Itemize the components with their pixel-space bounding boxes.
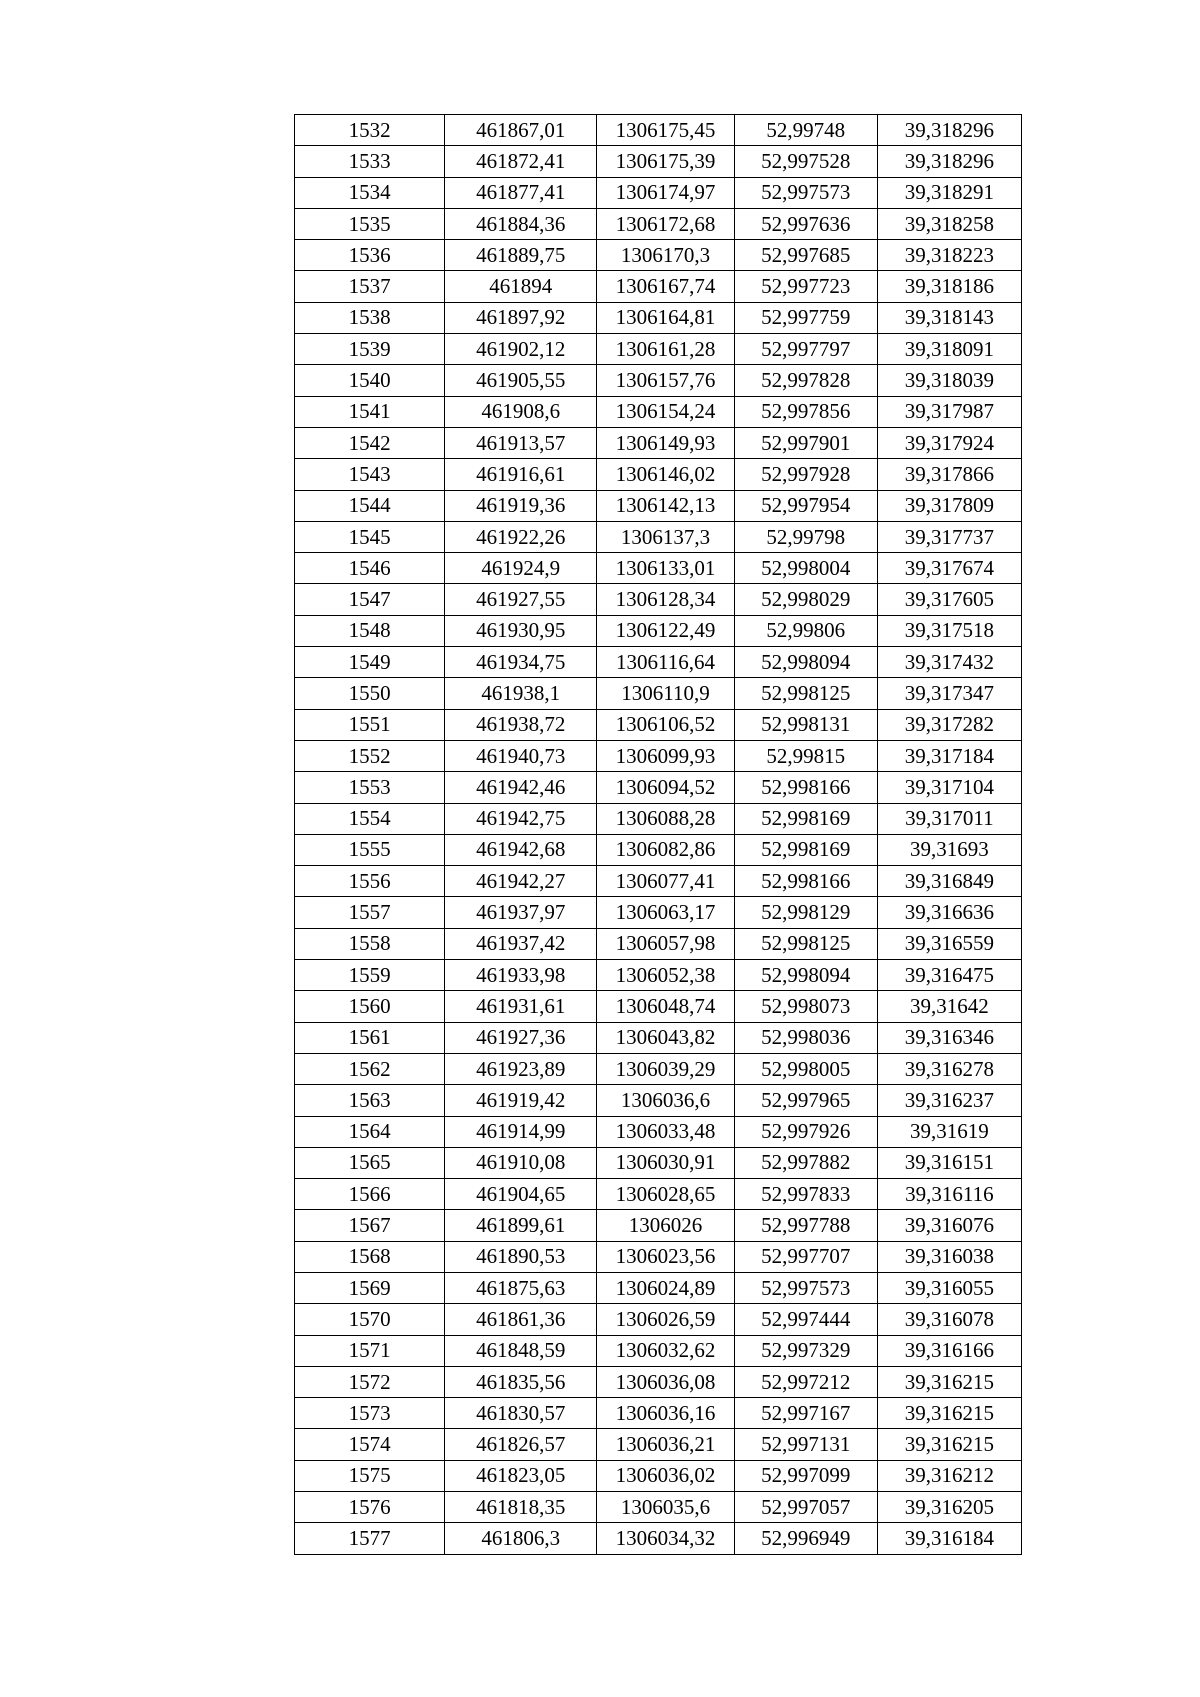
point-number-cell: 1564 <box>295 1116 445 1147</box>
point-number-cell: 1558 <box>295 928 445 959</box>
x-coordinate-cell: 461899,61 <box>445 1210 597 1241</box>
point-number-cell: 1557 <box>295 897 445 928</box>
table-row <box>295 177 1022 208</box>
point-number-cell: 1554 <box>295 803 445 834</box>
latitude-cell: 52,997723 <box>734 271 877 302</box>
y-coordinate-cell: 1306048,74 <box>597 991 734 1022</box>
latitude-cell: 52,997833 <box>734 1179 877 1210</box>
y-coordinate-cell: 1306128,34 <box>597 584 734 615</box>
longitude-cell: 39,316215 <box>877 1398 1021 1429</box>
y-coordinate-cell: 1306146,02 <box>597 459 734 490</box>
point-number-cell: 1546 <box>295 553 445 584</box>
longitude-cell: 39,316205 <box>877 1492 1021 1523</box>
coordinates-table-body <box>295 115 1022 1555</box>
table-row <box>295 208 1022 239</box>
latitude-cell: 52,997828 <box>734 365 877 396</box>
x-coordinate-cell: 461938,1 <box>445 678 597 709</box>
y-coordinate-cell: 1306035,6 <box>597 1492 734 1523</box>
table-row <box>295 772 1022 803</box>
latitude-cell: 52,99815 <box>734 740 877 771</box>
y-coordinate-cell: 1306036,21 <box>597 1429 734 1460</box>
latitude-cell: 52,998036 <box>734 1022 877 1053</box>
x-coordinate-cell: 461919,36 <box>445 490 597 521</box>
point-number-cell: 1550 <box>295 678 445 709</box>
point-number-cell: 1539 <box>295 334 445 365</box>
y-coordinate-cell: 1306167,74 <box>597 271 734 302</box>
table-row <box>295 302 1022 333</box>
y-coordinate-cell: 1306026,59 <box>597 1304 734 1335</box>
longitude-cell: 39,317924 <box>877 427 1021 458</box>
y-coordinate-cell: 1306099,93 <box>597 740 734 771</box>
table-row <box>295 365 1022 396</box>
table-row <box>295 1272 1022 1303</box>
longitude-cell: 39,316475 <box>877 960 1021 991</box>
latitude-cell: 52,997788 <box>734 1210 877 1241</box>
latitude-cell: 52,997901 <box>734 427 877 458</box>
y-coordinate-cell: 1306043,82 <box>597 1022 734 1053</box>
latitude-cell: 52,997212 <box>734 1366 877 1397</box>
latitude-cell: 52,998073 <box>734 991 877 1022</box>
y-coordinate-cell: 1306088,28 <box>597 803 734 834</box>
longitude-cell: 39,318039 <box>877 365 1021 396</box>
y-coordinate-cell: 1306094,52 <box>597 772 734 803</box>
x-coordinate-cell: 461884,36 <box>445 208 597 239</box>
latitude-cell: 52,998004 <box>734 553 877 584</box>
x-coordinate-cell: 461927,55 <box>445 584 597 615</box>
x-coordinate-cell: 461875,63 <box>445 1272 597 1303</box>
x-coordinate-cell: 461913,57 <box>445 427 597 458</box>
point-number-cell: 1555 <box>295 834 445 865</box>
latitude-cell: 52,997707 <box>734 1241 877 1272</box>
y-coordinate-cell: 1306133,01 <box>597 553 734 584</box>
point-number-cell: 1561 <box>295 1022 445 1053</box>
longitude-cell: 39,318296 <box>877 115 1021 146</box>
y-coordinate-cell: 1306175,45 <box>597 115 734 146</box>
longitude-cell: 39,316078 <box>877 1304 1021 1335</box>
longitude-cell: 39,317737 <box>877 521 1021 552</box>
table-row <box>295 240 1022 271</box>
point-number-cell: 1534 <box>295 177 445 208</box>
y-coordinate-cell: 1306033,48 <box>597 1116 734 1147</box>
longitude-cell: 39,316151 <box>877 1147 1021 1178</box>
latitude-cell: 52,997926 <box>734 1116 877 1147</box>
x-coordinate-cell: 461867,01 <box>445 115 597 146</box>
y-coordinate-cell: 1306052,38 <box>597 960 734 991</box>
point-number-cell: 1560 <box>295 991 445 1022</box>
point-number-cell: 1577 <box>295 1523 445 1554</box>
table-row <box>295 427 1022 458</box>
longitude-cell: 39,316237 <box>877 1085 1021 1116</box>
latitude-cell: 52,998029 <box>734 584 877 615</box>
x-coordinate-cell: 461942,27 <box>445 866 597 897</box>
point-number-cell: 1548 <box>295 615 445 646</box>
y-coordinate-cell: 1306030,91 <box>597 1147 734 1178</box>
x-coordinate-cell: 461818,35 <box>445 1492 597 1523</box>
table-row <box>295 960 1022 991</box>
point-number-cell: 1576 <box>295 1492 445 1523</box>
point-number-cell: 1572 <box>295 1366 445 1397</box>
x-coordinate-cell: 461937,42 <box>445 928 597 959</box>
longitude-cell: 39,317347 <box>877 678 1021 709</box>
point-number-cell: 1540 <box>295 365 445 396</box>
latitude-cell: 52,998169 <box>734 834 877 865</box>
point-number-cell: 1575 <box>295 1460 445 1491</box>
longitude-cell: 39,318296 <box>877 146 1021 177</box>
x-coordinate-cell: 461937,97 <box>445 897 597 928</box>
x-coordinate-cell: 461902,12 <box>445 334 597 365</box>
longitude-cell: 39,31619 <box>877 1116 1021 1147</box>
x-coordinate-cell: 461942,68 <box>445 834 597 865</box>
longitude-cell: 39,318143 <box>877 302 1021 333</box>
x-coordinate-cell: 461904,65 <box>445 1179 597 1210</box>
x-coordinate-cell: 461889,75 <box>445 240 597 271</box>
latitude-cell: 52,997856 <box>734 396 877 427</box>
y-coordinate-cell: 1306036,08 <box>597 1366 734 1397</box>
table-row <box>295 834 1022 865</box>
longitude-cell: 39,316184 <box>877 1523 1021 1554</box>
table-row <box>295 1335 1022 1366</box>
longitude-cell: 39,318091 <box>877 334 1021 365</box>
y-coordinate-cell: 1306161,28 <box>597 334 734 365</box>
latitude-cell: 52,997131 <box>734 1429 877 1460</box>
table-row <box>295 334 1022 365</box>
point-number-cell: 1541 <box>295 396 445 427</box>
y-coordinate-cell: 1306175,39 <box>597 146 734 177</box>
x-coordinate-cell: 461934,75 <box>445 647 597 678</box>
y-coordinate-cell: 1306174,97 <box>597 177 734 208</box>
point-number-cell: 1567 <box>295 1210 445 1241</box>
x-coordinate-cell: 461919,42 <box>445 1085 597 1116</box>
x-coordinate-cell: 461942,75 <box>445 803 597 834</box>
point-number-cell: 1574 <box>295 1429 445 1460</box>
latitude-cell: 52,997167 <box>734 1398 877 1429</box>
longitude-cell: 39,316055 <box>877 1272 1021 1303</box>
y-coordinate-cell: 1306024,89 <box>597 1272 734 1303</box>
table-row <box>295 678 1022 709</box>
table-row <box>295 553 1022 584</box>
x-coordinate-cell: 461894 <box>445 271 597 302</box>
latitude-cell: 52,99798 <box>734 521 877 552</box>
x-coordinate-cell: 461877,41 <box>445 177 597 208</box>
y-coordinate-cell: 1306122,49 <box>597 615 734 646</box>
y-coordinate-cell: 1306082,86 <box>597 834 734 865</box>
point-number-cell: 1562 <box>295 1053 445 1084</box>
x-coordinate-cell: 461861,36 <box>445 1304 597 1335</box>
longitude-cell: 39,317282 <box>877 709 1021 740</box>
latitude-cell: 52,997636 <box>734 208 877 239</box>
table-row <box>295 1241 1022 1272</box>
longitude-cell: 39,316215 <box>877 1429 1021 1460</box>
x-coordinate-cell: 461890,53 <box>445 1241 597 1272</box>
longitude-cell: 39,316278 <box>877 1053 1021 1084</box>
point-number-cell: 1543 <box>295 459 445 490</box>
y-coordinate-cell: 1306077,41 <box>597 866 734 897</box>
y-coordinate-cell: 1306036,6 <box>597 1085 734 1116</box>
x-coordinate-cell: 461872,41 <box>445 146 597 177</box>
latitude-cell: 52,998129 <box>734 897 877 928</box>
latitude-cell: 52,99748 <box>734 115 877 146</box>
table-row <box>295 1398 1022 1429</box>
table-row <box>295 1022 1022 1053</box>
point-number-cell: 1538 <box>295 302 445 333</box>
y-coordinate-cell: 1306026 <box>597 1210 734 1241</box>
point-number-cell: 1569 <box>295 1272 445 1303</box>
x-coordinate-cell: 461942,46 <box>445 772 597 803</box>
longitude-cell: 39,316076 <box>877 1210 1021 1241</box>
longitude-cell: 39,318223 <box>877 240 1021 271</box>
point-number-cell: 1571 <box>295 1335 445 1366</box>
y-coordinate-cell: 1306057,98 <box>597 928 734 959</box>
longitude-cell: 39,318291 <box>877 177 1021 208</box>
x-coordinate-cell: 461922,26 <box>445 521 597 552</box>
latitude-cell: 52,998125 <box>734 928 877 959</box>
x-coordinate-cell: 461823,05 <box>445 1460 597 1491</box>
x-coordinate-cell: 461897,92 <box>445 302 597 333</box>
point-number-cell: 1556 <box>295 866 445 897</box>
latitude-cell: 52,998094 <box>734 960 877 991</box>
y-coordinate-cell: 1306036,02 <box>597 1460 734 1491</box>
latitude-cell: 52,998169 <box>734 803 877 834</box>
x-coordinate-cell: 461938,72 <box>445 709 597 740</box>
point-number-cell: 1565 <box>295 1147 445 1178</box>
table-row <box>295 1429 1022 1460</box>
latitude-cell: 52,998166 <box>734 866 877 897</box>
coordinates-table <box>294 114 1022 1555</box>
longitude-cell: 39,317518 <box>877 615 1021 646</box>
latitude-cell: 52,997057 <box>734 1492 877 1523</box>
longitude-cell: 39,316215 <box>877 1366 1021 1397</box>
y-coordinate-cell: 1306164,81 <box>597 302 734 333</box>
x-coordinate-cell: 461905,55 <box>445 365 597 396</box>
longitude-cell: 39,318258 <box>877 208 1021 239</box>
latitude-cell: 52,997329 <box>734 1335 877 1366</box>
table-row <box>295 584 1022 615</box>
table-row <box>295 115 1022 146</box>
longitude-cell: 39,317866 <box>877 459 1021 490</box>
longitude-cell: 39,317674 <box>877 553 1021 584</box>
table-row <box>295 1116 1022 1147</box>
table-row <box>295 1147 1022 1178</box>
table-row <box>295 928 1022 959</box>
table-row <box>295 709 1022 740</box>
y-coordinate-cell: 1306142,13 <box>597 490 734 521</box>
y-coordinate-cell: 1306028,65 <box>597 1179 734 1210</box>
x-coordinate-cell: 461930,95 <box>445 615 597 646</box>
latitude-cell: 52,996949 <box>734 1523 877 1554</box>
longitude-cell: 39,316116 <box>877 1179 1021 1210</box>
table-row <box>295 1304 1022 1335</box>
table-row <box>295 1179 1022 1210</box>
longitude-cell: 39,317987 <box>877 396 1021 427</box>
point-number-cell: 1532 <box>295 115 445 146</box>
table-row <box>295 146 1022 177</box>
point-number-cell: 1533 <box>295 146 445 177</box>
table-row <box>295 1210 1022 1241</box>
longitude-cell: 39,316636 <box>877 897 1021 928</box>
y-coordinate-cell: 1306034,32 <box>597 1523 734 1554</box>
x-coordinate-cell: 461933,98 <box>445 960 597 991</box>
longitude-cell: 39,317011 <box>877 803 1021 834</box>
latitude-cell: 52,997928 <box>734 459 877 490</box>
table-row <box>295 459 1022 490</box>
x-coordinate-cell: 461924,9 <box>445 553 597 584</box>
longitude-cell: 39,31642 <box>877 991 1021 1022</box>
table-row <box>295 1523 1022 1554</box>
point-number-cell: 1551 <box>295 709 445 740</box>
point-number-cell: 1535 <box>295 208 445 239</box>
y-coordinate-cell: 1306149,93 <box>597 427 734 458</box>
table-row <box>295 991 1022 1022</box>
point-number-cell: 1559 <box>295 960 445 991</box>
longitude-cell: 39,316166 <box>877 1335 1021 1366</box>
y-coordinate-cell: 1306116,64 <box>597 647 734 678</box>
y-coordinate-cell: 1306172,68 <box>597 208 734 239</box>
table-row <box>295 271 1022 302</box>
table-row <box>295 615 1022 646</box>
longitude-cell: 39,317104 <box>877 772 1021 803</box>
y-coordinate-cell: 1306170,3 <box>597 240 734 271</box>
x-coordinate-cell: 461830,57 <box>445 1398 597 1429</box>
longitude-cell: 39,316346 <box>877 1022 1021 1053</box>
table-row <box>295 647 1022 678</box>
table-row <box>295 1492 1022 1523</box>
y-coordinate-cell: 1306023,56 <box>597 1241 734 1272</box>
y-coordinate-cell: 1306063,17 <box>597 897 734 928</box>
y-coordinate-cell: 1306036,16 <box>597 1398 734 1429</box>
point-number-cell: 1552 <box>295 740 445 771</box>
table-row <box>295 866 1022 897</box>
latitude-cell: 52,998131 <box>734 709 877 740</box>
longitude-cell: 39,316849 <box>877 866 1021 897</box>
latitude-cell: 52,998005 <box>734 1053 877 1084</box>
latitude-cell: 52,997528 <box>734 146 877 177</box>
point-number-cell: 1537 <box>295 271 445 302</box>
latitude-cell: 52,997797 <box>734 334 877 365</box>
longitude-cell: 39,31693 <box>877 834 1021 865</box>
point-number-cell: 1553 <box>295 772 445 803</box>
x-coordinate-cell: 461940,73 <box>445 740 597 771</box>
y-coordinate-cell: 1306032,62 <box>597 1335 734 1366</box>
latitude-cell: 52,997444 <box>734 1304 877 1335</box>
y-coordinate-cell: 1306110,9 <box>597 678 734 709</box>
x-coordinate-cell: 461916,61 <box>445 459 597 490</box>
latitude-cell: 52,997882 <box>734 1147 877 1178</box>
y-coordinate-cell: 1306137,3 <box>597 521 734 552</box>
point-number-cell: 1568 <box>295 1241 445 1272</box>
x-coordinate-cell: 461910,08 <box>445 1147 597 1178</box>
latitude-cell: 52,997954 <box>734 490 877 521</box>
table-row <box>295 1085 1022 1116</box>
point-number-cell: 1547 <box>295 584 445 615</box>
x-coordinate-cell: 461806,3 <box>445 1523 597 1554</box>
longitude-cell: 39,316559 <box>877 928 1021 959</box>
point-number-cell: 1545 <box>295 521 445 552</box>
x-coordinate-cell: 461927,36 <box>445 1022 597 1053</box>
table-row <box>295 1366 1022 1397</box>
point-number-cell: 1544 <box>295 490 445 521</box>
longitude-cell: 39,318186 <box>877 271 1021 302</box>
latitude-cell: 52,997965 <box>734 1085 877 1116</box>
latitude-cell: 52,997099 <box>734 1460 877 1491</box>
y-coordinate-cell: 1306154,24 <box>597 396 734 427</box>
table-row <box>295 740 1022 771</box>
latitude-cell: 52,998094 <box>734 647 877 678</box>
table-row <box>295 1053 1022 1084</box>
latitude-cell: 52,997685 <box>734 240 877 271</box>
latitude-cell: 52,997759 <box>734 302 877 333</box>
x-coordinate-cell: 461931,61 <box>445 991 597 1022</box>
latitude-cell: 52,997573 <box>734 177 877 208</box>
table-row <box>295 897 1022 928</box>
longitude-cell: 39,316212 <box>877 1460 1021 1491</box>
point-number-cell: 1542 <box>295 427 445 458</box>
longitude-cell: 39,317432 <box>877 647 1021 678</box>
latitude-cell: 52,998166 <box>734 772 877 803</box>
table-row <box>295 490 1022 521</box>
longitude-cell: 39,317605 <box>877 584 1021 615</box>
y-coordinate-cell: 1306157,76 <box>597 365 734 396</box>
x-coordinate-cell: 461914,99 <box>445 1116 597 1147</box>
longitude-cell: 39,317184 <box>877 740 1021 771</box>
table-row <box>295 803 1022 834</box>
point-number-cell: 1573 <box>295 1398 445 1429</box>
table-row <box>295 521 1022 552</box>
latitude-cell: 52,99806 <box>734 615 877 646</box>
x-coordinate-cell: 461908,6 <box>445 396 597 427</box>
longitude-cell: 39,316038 <box>877 1241 1021 1272</box>
point-number-cell: 1566 <box>295 1179 445 1210</box>
x-coordinate-cell: 461848,59 <box>445 1335 597 1366</box>
x-coordinate-cell: 461923,89 <box>445 1053 597 1084</box>
y-coordinate-cell: 1306106,52 <box>597 709 734 740</box>
table-row <box>295 1460 1022 1491</box>
x-coordinate-cell: 461835,56 <box>445 1366 597 1397</box>
x-coordinate-cell: 461826,57 <box>445 1429 597 1460</box>
longitude-cell: 39,317809 <box>877 490 1021 521</box>
point-number-cell: 1570 <box>295 1304 445 1335</box>
point-number-cell: 1536 <box>295 240 445 271</box>
point-number-cell: 1563 <box>295 1085 445 1116</box>
point-number-cell: 1549 <box>295 647 445 678</box>
y-coordinate-cell: 1306039,29 <box>597 1053 734 1084</box>
latitude-cell: 52,997573 <box>734 1272 877 1303</box>
table-row <box>295 396 1022 427</box>
latitude-cell: 52,998125 <box>734 678 877 709</box>
